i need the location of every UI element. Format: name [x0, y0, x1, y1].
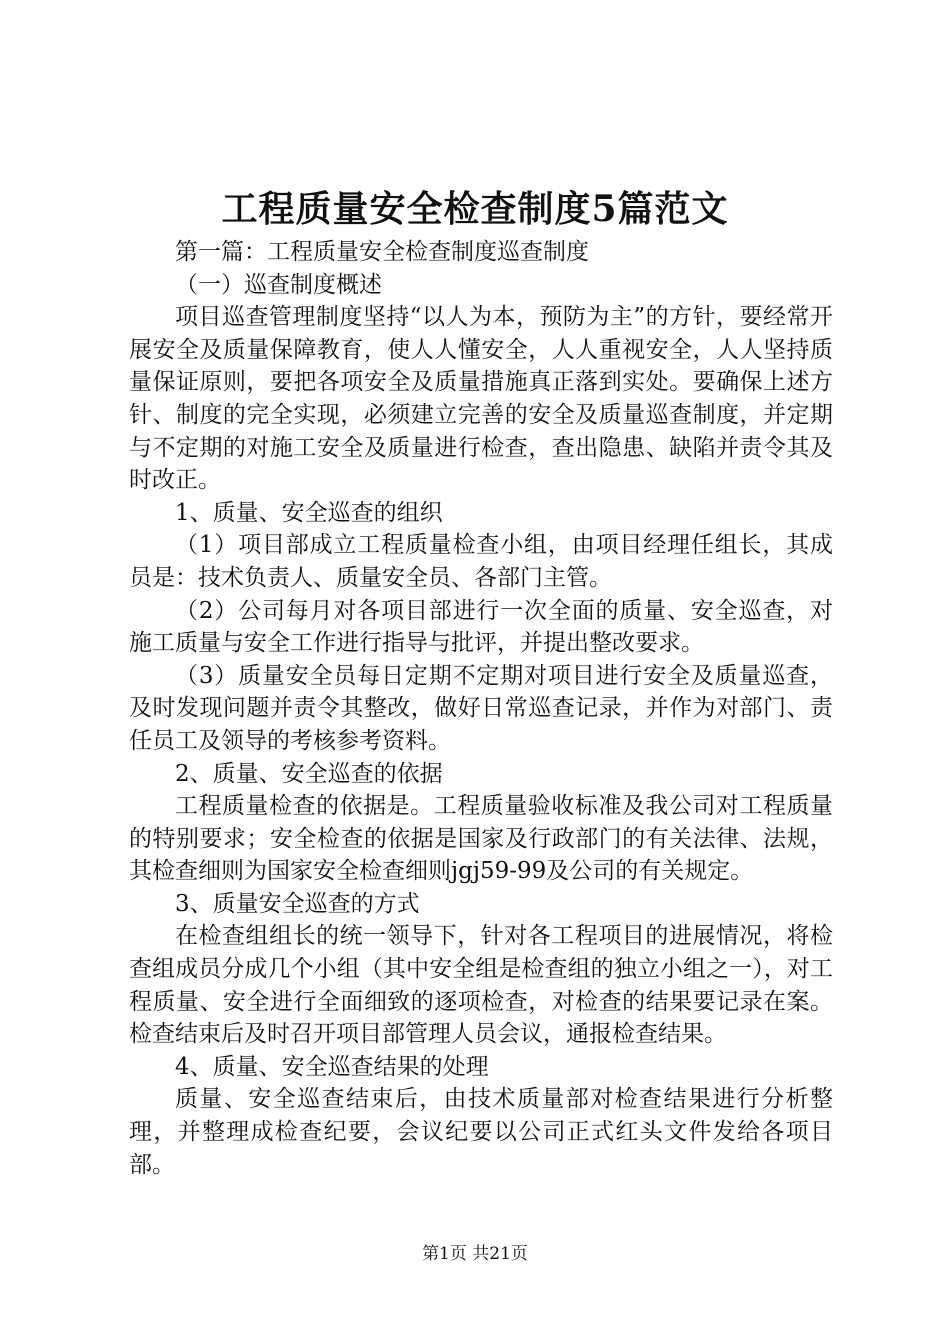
body-paragraph: 项目巡查管理制度坚持“以人为本，预防为主”的方针，要经常开展安全及质量保障教育，使人人懂安全，人人重视安全，人人坚持质量保证原则，要把各项安全及质量措施真正落到实处。要确保上述方针、制度的完全实现，必须建立完善的安全及质量巡查制度，并定期与不定期的对施工安全及质量进行检查，查出隐患、缺陷并责令其及时改正。 — [129, 304, 833, 494]
item-heading: 4、质量、安全巡查结果的处理 — [175, 1053, 489, 1080]
body-paragraph: 质量、安全巡查结束后，由技术质量部对检查结果进行分析整理，并整理成检查纪要，会议纪要以公司正式红头文件发给各项目部。 — [129, 1086, 833, 1178]
body-paragraph: （2）公司每月对各项目部进行一次全面的质量、安全巡查，对施工质量与安全工作进行指导与批评，并提出整改要求。 — [129, 597, 833, 657]
document-body — [129, 236, 833, 1181]
section-heading: 第一篇：工程质量安全检查制度巡查制度 — [175, 239, 589, 265]
item-heading: 3、质量安全巡查的方式 — [175, 890, 420, 917]
body-paragraph: （1）项目部成立工程质量检查小组，由项目经理任组长，其成员是：技术负责人、质量安全员、各部门主管。 — [129, 532, 833, 591]
document-title: 工程质量安全检查制度5篇范文 — [221, 188, 729, 230]
body-paragraph: 工程质量检查的依据是。工程质量验收标准及我公司对工程质量的特别要求；安全检查的依据是国家及行政部门的有关法律、法规，其检查细则为国家安全检查细则jgj59-99及公司的有关规定。 — [129, 793, 833, 885]
subsection-heading: （一）巡查制度概述 — [175, 271, 382, 298]
item-heading: 2、质量、安全巡查的依据 — [175, 760, 443, 787]
body-paragraph: 在检查组组长的统一领导下，针对各工程项目的进展情况，将检查组成员分成几个小组（其中安全组是检查组的独立小组之一），对工程质量、安全进行全面细致的逐项检查，对检查的结果要记录在案。检查结束后及时召开项目部管理人员会议，通报检查结果。 — [129, 923, 833, 1048]
item-heading: 1、质量、安全巡查的组织 — [175, 499, 443, 526]
body-paragraph: （3）质量安全员每日定期不定期对项目进行安全及质量巡查，及时发现问题并责令其整改，做好日常巡查记录，并作为对部门、责任员工及领导的考核参考资料。 — [129, 662, 833, 754]
page-footer: 第1页 共21页 — [422, 1244, 528, 1264]
